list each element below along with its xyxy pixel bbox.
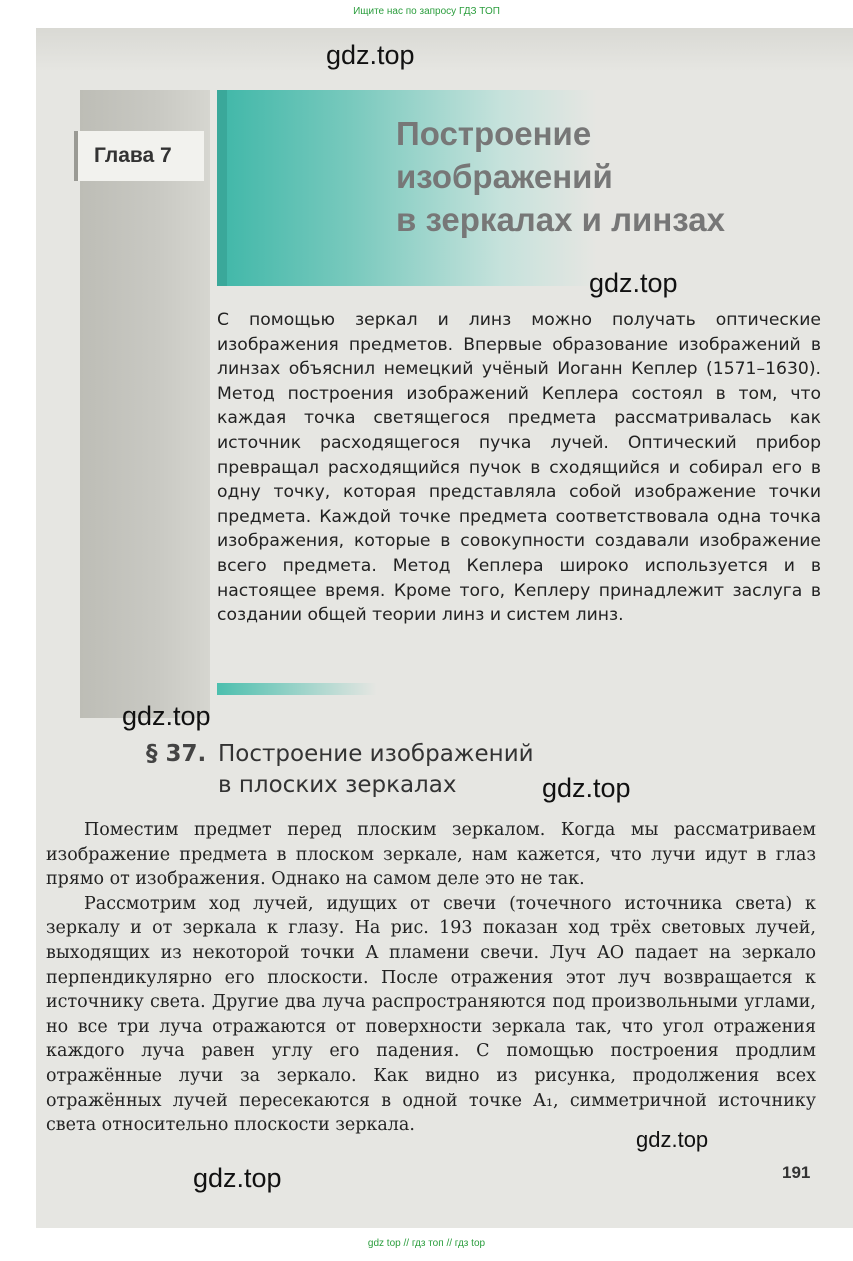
watermark: gdz.top bbox=[193, 1163, 282, 1193]
chapter-label: Глава 7 bbox=[74, 131, 204, 181]
paragraph: Рассмотрим ход лучей, идущих от свечи (точечного источника света) к зеркалу и от зеркала к глазу. На рис. 193 показан ход трёх световых лучей, выходящих из некоторой точки A пламени свечи. Луч AO падает на зеркало перпендикулярно его плоскости. После отражения этот луч возвращается к источнику света. Другие два луча распространяются под произвольными углами, но все три луча отражаются от поверхности зеркала так, что угол отражения каждого луча равен углу его падения. С помощью построения продлим отражённые лучи за зеркало. Как видно из рисунка, продолжения всех отражённых лучей пересекаются в одной точке A₁, симметричной источнику света относительно плоскости зеркала. bbox=[46, 893, 816, 1136]
section-number: § 37. bbox=[146, 741, 207, 767]
chapter-intro: С помощью зеркал и линз можно получать оптические изображения предметов. Впервые образование изображений в линзах объяснил немецкий учёный Иоганн Кеплер (1571–1630). Метод построения изображений Кеплера состоял в том, что каждая точка светящегося предмета рассматривалась как источник расходящегося пучка лучей. Оптический прибор превращал расходящийся пучок в сходящийся и собирал его в одну точку, которая представляла собой изображение точки предмета. Каждой точке предмета соответствовала одна точка изображения, которые в совокупности создавали изображение всего предмета. Метод Кеплера широко используется и в настоящее время. Кроме того, Кеплеру принадлежит заслуга в создании общей теории линз и систем линз. bbox=[217, 310, 821, 626]
page-number: 191 bbox=[782, 1163, 811, 1182]
chapter-title-line: Построение bbox=[396, 115, 592, 152]
section-title-line: в плоских зеркалах bbox=[218, 772, 457, 798]
watermark: gdz.top bbox=[589, 268, 678, 298]
top-banner[interactable]: Ищите нас по запросу ГДЗ ТОП bbox=[353, 6, 500, 17]
watermark: gdz.top bbox=[326, 40, 415, 70]
title-accent-bar bbox=[217, 90, 227, 286]
chapter-title-line: изображений bbox=[396, 158, 613, 195]
watermark: gdz.top bbox=[542, 773, 631, 803]
textbook-page bbox=[36, 28, 853, 1228]
chapter-title bbox=[396, 112, 846, 241]
chapter-title-line: в зеркалах и линзах bbox=[396, 201, 725, 238]
section-body bbox=[46, 818, 816, 1138]
watermark: gdz.top bbox=[122, 701, 211, 731]
running-header-strip bbox=[36, 28, 853, 72]
section-divider bbox=[217, 683, 377, 695]
bottom-banner[interactable]: gdz top // гдз топ // гдз top bbox=[367, 1238, 486, 1249]
decorative-gray-column bbox=[80, 90, 210, 718]
section-title-line: Построение изображений bbox=[218, 741, 534, 767]
watermark: gdz.top bbox=[636, 1127, 709, 1152]
paragraph: Поместим предмет перед плоским зеркалом. Когда мы рассматриваем изображение предмета в плоском зеркале, нам кажется, что лучи идут в глаз прямо от изображения. Однако на самом деле это не так. bbox=[46, 820, 816, 890]
